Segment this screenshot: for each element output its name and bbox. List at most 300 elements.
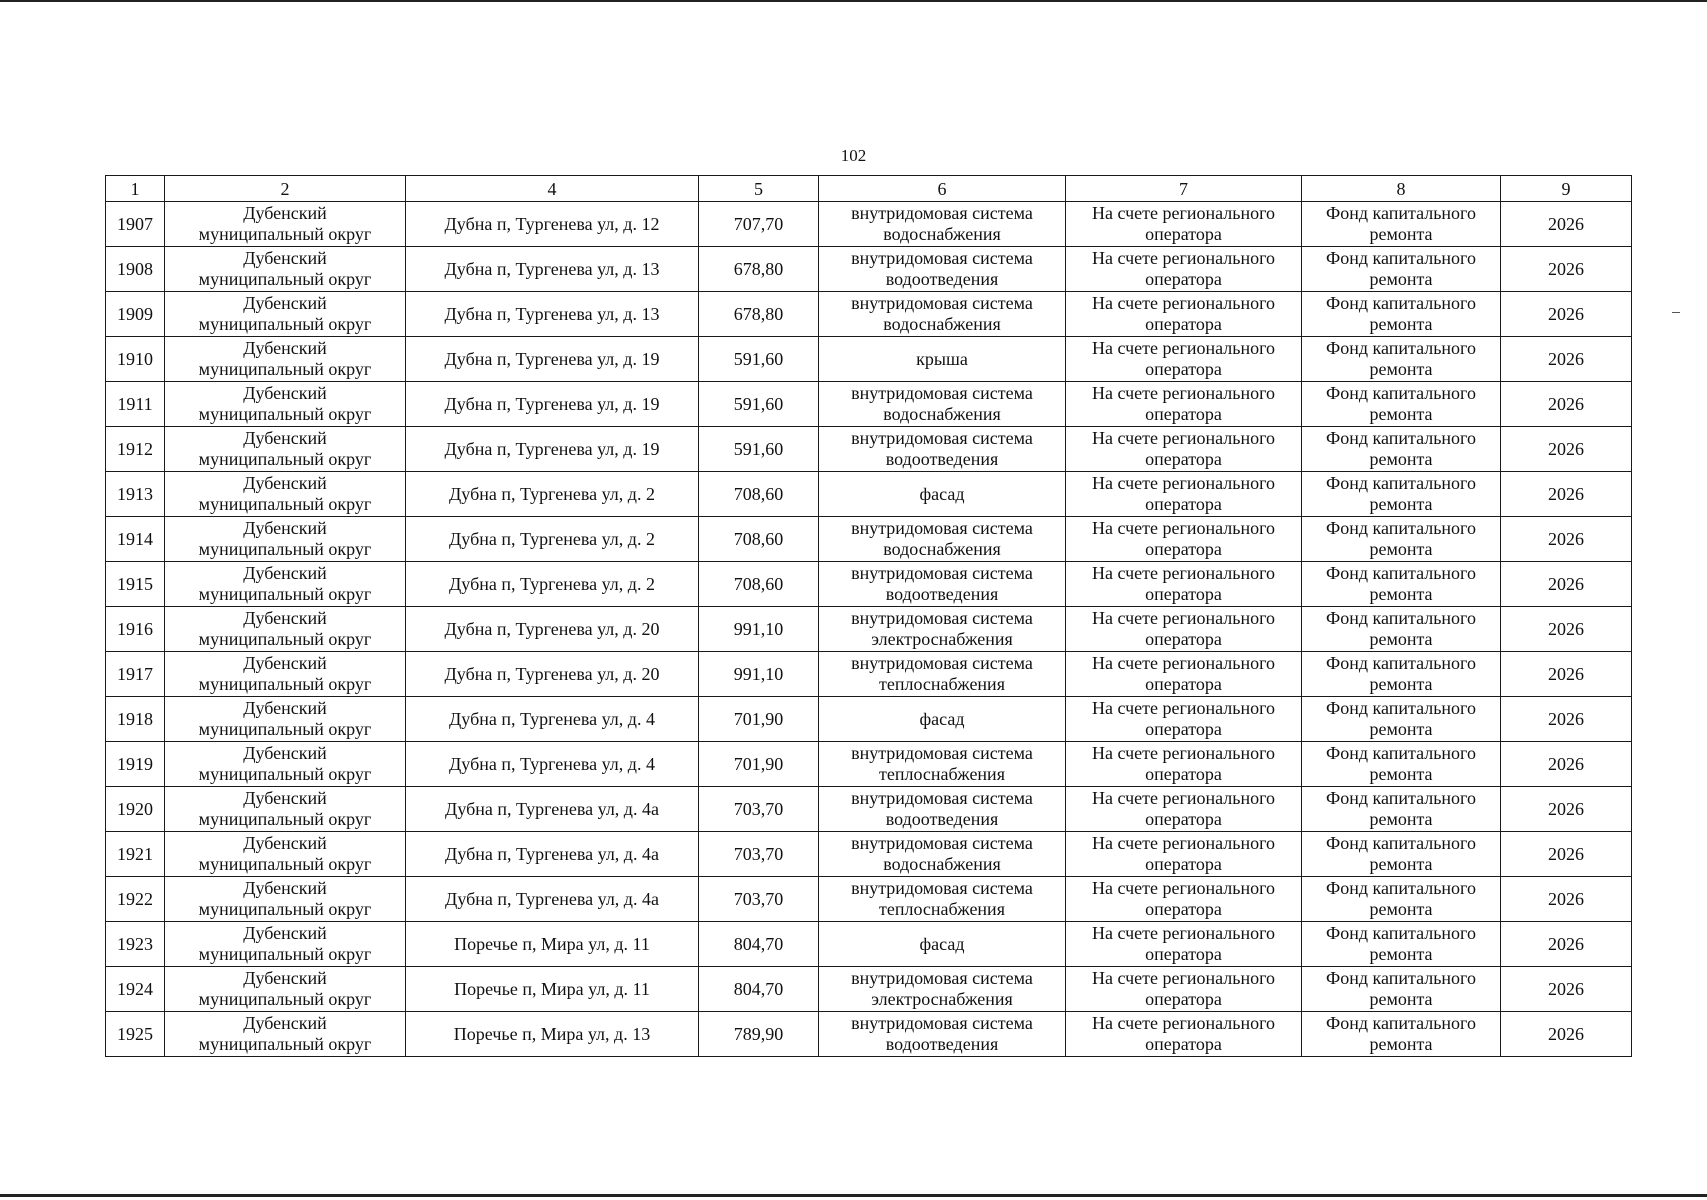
- area-cell: 701,90: [699, 742, 819, 787]
- funding-cell: [1302, 787, 1501, 832]
- row-number: 1916: [106, 607, 165, 652]
- row-number: 1914: [106, 517, 165, 562]
- area-cell: 991,10: [699, 607, 819, 652]
- funding-cell: [1302, 292, 1501, 337]
- district-cell-line: Дубенский: [243, 293, 327, 313]
- work-type-cell-line: внутридомовая система: [851, 788, 1033, 808]
- year-cell: 2026: [1501, 247, 1632, 292]
- district-cell: [165, 562, 406, 607]
- address-cell: Дубна п, Тургенева ул, д. 13: [406, 247, 699, 292]
- funding-cell-line: Фонд капитального: [1326, 518, 1476, 538]
- work-type-cell: [819, 427, 1066, 472]
- table-row: [106, 697, 1632, 742]
- work-type-cell: [819, 517, 1066, 562]
- work-type-cell: [819, 697, 1066, 742]
- work-type-cell-line: водоснабжения: [883, 224, 1001, 244]
- funding-cell-line: Фонд капитального: [1326, 203, 1476, 223]
- work-type-cell-line: водоотведения: [885, 584, 999, 604]
- address-cell: Дубна п, Тургенева ул, д. 4: [406, 742, 699, 787]
- row-number: 1909: [106, 292, 165, 337]
- district-cell-line: муниципальный округ: [198, 854, 372, 874]
- account-cell-line: На счете регионального: [1091, 518, 1276, 538]
- district-cell-line: Дубенский: [243, 698, 327, 718]
- year-cell: 2026: [1501, 292, 1632, 337]
- work-type-cell: [819, 337, 1066, 382]
- account-cell-line: На счете регионального: [1091, 203, 1276, 223]
- table-row: [106, 562, 1632, 607]
- district-cell-line: муниципальный округ: [198, 269, 372, 289]
- column-header: 7: [1066, 176, 1302, 202]
- work-type-cell: [819, 877, 1066, 922]
- work-type-cell-line: внутридомовая система: [851, 743, 1033, 763]
- funding-cell-line: ремонта: [1369, 314, 1433, 334]
- account-cell-line: На счете регионального: [1091, 1013, 1276, 1033]
- district-cell: [165, 607, 406, 652]
- account-cell-line: оператора: [1145, 359, 1222, 379]
- funding-cell-line: Фонд капитального: [1326, 923, 1476, 943]
- column-number-row: [106, 176, 1632, 202]
- work-type-cell-line: внутридомовая система: [851, 248, 1033, 268]
- column-header: 8: [1302, 176, 1501, 202]
- funding-cell-line: Фонд капитального: [1326, 698, 1476, 718]
- work-type-cell: [819, 787, 1066, 832]
- account-cell-line: На счете регионального: [1091, 833, 1276, 853]
- work-type-cell-line: водоснабжения: [883, 314, 1001, 334]
- work-type-cell: [819, 382, 1066, 427]
- row-number: 1915: [106, 562, 165, 607]
- address-cell: Поречье п, Мира ул, д. 11: [406, 967, 699, 1012]
- work-type-cell-line: водоотведения: [885, 269, 999, 289]
- year-cell: 2026: [1501, 562, 1632, 607]
- funding-cell-line: Фонд капитального: [1326, 788, 1476, 808]
- funding-cell: [1302, 517, 1501, 562]
- funding-cell: [1302, 742, 1501, 787]
- funding-cell: [1302, 427, 1501, 472]
- funding-cell-line: ремонта: [1369, 899, 1433, 919]
- district-cell: [165, 382, 406, 427]
- funding-cell-line: Фонд капитального: [1326, 563, 1476, 583]
- district-cell-line: муниципальный округ: [198, 539, 372, 559]
- area-cell: 804,70: [699, 922, 819, 967]
- district-cell-line: Дубенский: [243, 968, 327, 988]
- district-cell-line: Дубенский: [243, 833, 327, 853]
- account-cell: [1066, 337, 1302, 382]
- address-cell: Дубна п, Тургенева ул, д. 19: [406, 427, 699, 472]
- account-cell-line: На счете регионального: [1091, 608, 1276, 628]
- address-cell: Дубна п, Тургенева ул, д. 12: [406, 202, 699, 247]
- district-cell-line: муниципальный округ: [198, 584, 372, 604]
- district-cell: [165, 697, 406, 742]
- year-cell: 2026: [1501, 697, 1632, 742]
- district-cell: [165, 877, 406, 922]
- funding-cell-line: ремонта: [1369, 1034, 1433, 1054]
- district-cell: [165, 292, 406, 337]
- funding-cell-line: Фонд капитального: [1326, 428, 1476, 448]
- account-cell-line: оператора: [1145, 1034, 1222, 1054]
- account-cell: [1066, 607, 1302, 652]
- area-cell: 703,70: [699, 832, 819, 877]
- account-cell-line: оператора: [1145, 809, 1222, 829]
- work-type-cell-line: внутридомовая система: [851, 383, 1033, 403]
- account-cell: [1066, 967, 1302, 1012]
- work-type-cell-line: водоотведения: [885, 449, 999, 469]
- table-row: [106, 202, 1632, 247]
- funding-cell-line: ремонта: [1369, 224, 1433, 244]
- year-cell: 2026: [1501, 202, 1632, 247]
- funding-cell-line: ремонта: [1369, 494, 1433, 514]
- year-cell: 2026: [1501, 967, 1632, 1012]
- area-cell: 591,60: [699, 337, 819, 382]
- row-number: 1920: [106, 787, 165, 832]
- district-cell: [165, 787, 406, 832]
- funding-cell-line: Фонд капитального: [1326, 1013, 1476, 1033]
- district-cell: [165, 202, 406, 247]
- account-cell-line: На счете регионального: [1091, 383, 1276, 403]
- work-type-cell-line: электроснабжения: [871, 629, 1013, 649]
- year-cell: 2026: [1501, 427, 1632, 472]
- district-cell-line: Дубенский: [243, 518, 327, 538]
- funding-cell: [1302, 562, 1501, 607]
- district-cell: [165, 247, 406, 292]
- work-type-cell-line: внутридомовая система: [851, 518, 1033, 538]
- district-cell-line: муниципальный округ: [198, 404, 372, 424]
- funding-cell: [1302, 1012, 1501, 1057]
- table-row: [106, 922, 1632, 967]
- account-cell-line: оператора: [1145, 854, 1222, 874]
- year-cell: 2026: [1501, 337, 1632, 382]
- funding-cell-line: ремонта: [1369, 449, 1433, 469]
- column-header: 2: [165, 176, 406, 202]
- district-cell-line: Дубенский: [243, 563, 327, 583]
- table-row: [106, 472, 1632, 517]
- account-cell-line: оператора: [1145, 494, 1222, 514]
- funding-cell-line: ремонта: [1369, 269, 1433, 289]
- funding-cell-line: ремонта: [1369, 944, 1433, 964]
- address-cell: Дубна п, Тургенева ул, д. 4: [406, 697, 699, 742]
- work-type-cell: [819, 472, 1066, 517]
- funding-cell: [1302, 247, 1501, 292]
- account-cell-line: оператора: [1145, 629, 1222, 649]
- area-cell: 591,60: [699, 382, 819, 427]
- funding-cell-line: Фонд капитального: [1326, 248, 1476, 268]
- account-cell: [1066, 787, 1302, 832]
- work-type-cell-line: электроснабжения: [871, 989, 1013, 1009]
- district-cell-line: Дубенский: [243, 428, 327, 448]
- address-cell: Поречье п, Мира ул, д. 13: [406, 1012, 699, 1057]
- work-type-cell: [819, 832, 1066, 877]
- district-cell-line: Дубенский: [243, 383, 327, 403]
- account-cell-line: На счете регионального: [1091, 968, 1276, 988]
- funding-cell-line: ремонта: [1369, 764, 1433, 784]
- funding-cell: [1302, 967, 1501, 1012]
- district-cell-line: Дубенский: [243, 203, 327, 223]
- district-cell-line: Дубенский: [243, 653, 327, 673]
- work-type-cell: [819, 652, 1066, 697]
- address-cell: Поречье п, Мира ул, д. 11: [406, 922, 699, 967]
- funding-cell-line: ремонта: [1369, 629, 1433, 649]
- register-table: [105, 175, 1632, 1057]
- account-cell: [1066, 832, 1302, 877]
- work-type-cell-line: водоотведения: [885, 809, 999, 829]
- account-cell-line: оператора: [1145, 764, 1222, 784]
- funding-cell: [1302, 607, 1501, 652]
- table-row: [106, 247, 1632, 292]
- funding-cell: [1302, 877, 1501, 922]
- work-type-cell-line: внутридомовая система: [851, 563, 1033, 583]
- table-row: [106, 877, 1632, 922]
- district-cell-line: муниципальный округ: [198, 989, 372, 1009]
- account-cell: [1066, 742, 1302, 787]
- account-cell-line: оператора: [1145, 539, 1222, 559]
- district-cell-line: Дубенский: [243, 788, 327, 808]
- funding-cell-line: Фонд капитального: [1326, 878, 1476, 898]
- work-type-cell-line: внутридомовая система: [851, 203, 1033, 223]
- scan-bottom-edge: [0, 1194, 1707, 1197]
- district-cell-line: Дубенский: [243, 878, 327, 898]
- funding-cell-line: Фонд капитального: [1326, 383, 1476, 403]
- work-type-cell: [819, 1012, 1066, 1057]
- work-type-cell-line: внутридомовая система: [851, 833, 1033, 853]
- district-cell-line: Дубенский: [243, 608, 327, 628]
- district-cell-line: муниципальный округ: [198, 764, 372, 784]
- funding-cell: [1302, 382, 1501, 427]
- row-number: 1907: [106, 202, 165, 247]
- area-cell: 804,70: [699, 967, 819, 1012]
- account-cell-line: На счете регионального: [1091, 698, 1276, 718]
- district-cell-line: муниципальный округ: [198, 899, 372, 919]
- funding-cell: [1302, 922, 1501, 967]
- address-cell: Дубна п, Тургенева ул, д. 2: [406, 472, 699, 517]
- table-body: [106, 176, 1632, 1057]
- account-cell: [1066, 247, 1302, 292]
- funding-cell-line: Фонд капитального: [1326, 473, 1476, 493]
- funding-cell-line: Фонд капитального: [1326, 338, 1476, 358]
- district-cell-line: муниципальный округ: [198, 944, 372, 964]
- page-number: 102: [840, 146, 867, 165]
- table-row: [106, 742, 1632, 787]
- funding-cell-line: ремонта: [1369, 404, 1433, 424]
- work-type-cell-line: внутридомовая система: [851, 968, 1033, 988]
- district-cell-line: муниципальный округ: [198, 314, 372, 334]
- row-number: 1924: [106, 967, 165, 1012]
- work-type-cell-line: крыша: [916, 348, 968, 369]
- work-type-cell-line: водоотведения: [885, 1034, 999, 1054]
- address-cell: Дубна п, Тургенева ул, д. 19: [406, 382, 699, 427]
- year-cell: 2026: [1501, 877, 1632, 922]
- work-type-cell: [819, 292, 1066, 337]
- account-cell-line: оператора: [1145, 269, 1222, 289]
- funding-cell-line: ремонта: [1369, 719, 1433, 739]
- column-header: 1: [106, 176, 165, 202]
- address-cell: Дубна п, Тургенева ул, д. 2: [406, 517, 699, 562]
- work-type-cell: [819, 922, 1066, 967]
- address-cell: Дубна п, Тургенева ул, д. 4а: [406, 877, 699, 922]
- district-cell-line: Дубенский: [243, 248, 327, 268]
- table-row: [106, 967, 1632, 1012]
- district-cell: [165, 832, 406, 877]
- account-cell: [1066, 562, 1302, 607]
- year-cell: 2026: [1501, 1012, 1632, 1057]
- funding-cell-line: ремонта: [1369, 359, 1433, 379]
- funding-cell: [1302, 202, 1501, 247]
- work-type-cell-line: фасад: [919, 483, 965, 504]
- table-row: [106, 652, 1632, 697]
- funding-cell-line: ремонта: [1369, 989, 1433, 1009]
- area-cell: 708,60: [699, 472, 819, 517]
- account-cell: [1066, 517, 1302, 562]
- year-cell: 2026: [1501, 382, 1632, 427]
- funding-cell: [1302, 697, 1501, 742]
- funding-cell-line: ремонта: [1369, 809, 1433, 829]
- column-header: 4: [406, 176, 699, 202]
- district-cell-line: муниципальный округ: [198, 224, 372, 244]
- area-cell: 708,60: [699, 517, 819, 562]
- account-cell-line: На счете регионального: [1091, 878, 1276, 898]
- district-cell-line: муниципальный округ: [198, 1034, 372, 1054]
- account-cell-line: оператора: [1145, 944, 1222, 964]
- work-type-cell: [819, 562, 1066, 607]
- account-cell-line: оператора: [1145, 899, 1222, 919]
- funding-cell: [1302, 832, 1501, 877]
- year-cell: 2026: [1501, 517, 1632, 562]
- district-cell-line: Дубенский: [243, 923, 327, 943]
- area-cell: 678,80: [699, 292, 819, 337]
- work-type-cell-line: водоснабжения: [883, 854, 1001, 874]
- district-cell-line: Дубенский: [243, 473, 327, 493]
- district-cell: [165, 967, 406, 1012]
- row-number: 1908: [106, 247, 165, 292]
- address-cell: Дубна п, Тургенева ул, д. 13: [406, 292, 699, 337]
- address-cell: Дубна п, Тургенева ул, д. 4а: [406, 832, 699, 877]
- account-cell-line: оператора: [1145, 719, 1222, 739]
- district-cell: [165, 922, 406, 967]
- funding-cell: [1302, 337, 1501, 382]
- row-number: 1919: [106, 742, 165, 787]
- district-cell-line: муниципальный округ: [198, 809, 372, 829]
- address-cell: Дубна п, Тургенева ул, д. 2: [406, 562, 699, 607]
- district-cell: [165, 472, 406, 517]
- work-type-cell-line: теплоснабжения: [879, 899, 1005, 919]
- address-cell: Дубна п, Тургенева ул, д. 4а: [406, 787, 699, 832]
- table-row: [106, 517, 1632, 562]
- column-header: 9: [1501, 176, 1632, 202]
- account-cell: [1066, 697, 1302, 742]
- table-row: [106, 292, 1632, 337]
- column-header: 5: [699, 176, 819, 202]
- account-cell-line: На счете регионального: [1091, 563, 1276, 583]
- funding-cell: [1302, 652, 1501, 697]
- account-cell-line: На счете регионального: [1091, 293, 1276, 313]
- district-cell: [165, 652, 406, 697]
- area-cell: 703,70: [699, 877, 819, 922]
- work-type-cell: [819, 202, 1066, 247]
- account-cell: [1066, 1012, 1302, 1057]
- column-header: 6: [819, 176, 1066, 202]
- address-cell: Дубна п, Тургенева ул, д. 20: [406, 652, 699, 697]
- funding-cell-line: Фонд капитального: [1326, 653, 1476, 673]
- account-cell: [1066, 382, 1302, 427]
- account-cell-line: На счете регионального: [1091, 923, 1276, 943]
- row-number: 1921: [106, 832, 165, 877]
- work-type-cell-line: фасад: [919, 708, 965, 729]
- district-cell-line: муниципальный округ: [198, 359, 372, 379]
- area-cell: 707,70: [699, 202, 819, 247]
- work-type-cell: [819, 247, 1066, 292]
- year-cell: 2026: [1501, 922, 1632, 967]
- table-row: [106, 832, 1632, 877]
- district-cell-line: муниципальный округ: [198, 449, 372, 469]
- funding-cell-line: ремонта: [1369, 674, 1433, 694]
- district-cell: [165, 517, 406, 562]
- scan-margin-mark: [1672, 312, 1680, 313]
- work-type-cell-line: внутридомовая система: [851, 608, 1033, 628]
- table-row: [106, 382, 1632, 427]
- scan-top-edge: [0, 0, 1707, 2]
- account-cell-line: оператора: [1145, 314, 1222, 334]
- work-type-cell: [819, 967, 1066, 1012]
- district-cell: [165, 337, 406, 382]
- work-type-cell: [819, 742, 1066, 787]
- table-row: [106, 1012, 1632, 1057]
- district-cell-line: Дубенский: [243, 1013, 327, 1033]
- funding-cell: [1302, 472, 1501, 517]
- account-cell: [1066, 427, 1302, 472]
- row-number: 1911: [106, 382, 165, 427]
- row-number: 1913: [106, 472, 165, 517]
- area-cell: 703,70: [699, 787, 819, 832]
- row-number: 1917: [106, 652, 165, 697]
- district-cell-line: Дубенский: [243, 338, 327, 358]
- account-cell-line: На счете регионального: [1091, 338, 1276, 358]
- account-cell-line: оператора: [1145, 449, 1222, 469]
- account-cell: [1066, 922, 1302, 967]
- district-cell: [165, 427, 406, 472]
- year-cell: 2026: [1501, 607, 1632, 652]
- funding-cell-line: ремонта: [1369, 539, 1433, 559]
- work-type-cell-line: водоснабжения: [883, 404, 1001, 424]
- funding-cell-line: Фонд капитального: [1326, 968, 1476, 988]
- funding-cell-line: Фонд капитального: [1326, 743, 1476, 763]
- year-cell: 2026: [1501, 832, 1632, 877]
- funding-cell-line: Фонд капитального: [1326, 608, 1476, 628]
- address-cell: Дубна п, Тургенева ул, д. 20: [406, 607, 699, 652]
- row-number: 1918: [106, 697, 165, 742]
- work-type-cell-line: внутридомовая система: [851, 428, 1033, 448]
- district-cell-line: Дубенский: [243, 743, 327, 763]
- account-cell: [1066, 472, 1302, 517]
- district-cell-line: муниципальный округ: [198, 494, 372, 514]
- row-number: 1912: [106, 427, 165, 472]
- district-cell-line: муниципальный округ: [198, 719, 372, 739]
- year-cell: 2026: [1501, 652, 1632, 697]
- district-cell-line: муниципальный округ: [198, 629, 372, 649]
- table-row: [106, 427, 1632, 472]
- area-cell: 678,80: [699, 247, 819, 292]
- area-cell: 708,60: [699, 562, 819, 607]
- work-type-cell-line: теплоснабжения: [879, 764, 1005, 784]
- row-number: 1923: [106, 922, 165, 967]
- area-cell: 991,10: [699, 652, 819, 697]
- work-type-cell-line: внутридомовая система: [851, 653, 1033, 673]
- table-row: [106, 787, 1632, 832]
- account-cell-line: На счете регионального: [1091, 653, 1276, 673]
- account-cell-line: На счете регионального: [1091, 428, 1276, 448]
- work-type-cell-line: внутридомовая система: [851, 1013, 1033, 1033]
- account-cell-line: На счете регионального: [1091, 473, 1276, 493]
- account-cell-line: На счете регионального: [1091, 743, 1276, 763]
- funding-cell-line: ремонта: [1369, 854, 1433, 874]
- district-cell: [165, 742, 406, 787]
